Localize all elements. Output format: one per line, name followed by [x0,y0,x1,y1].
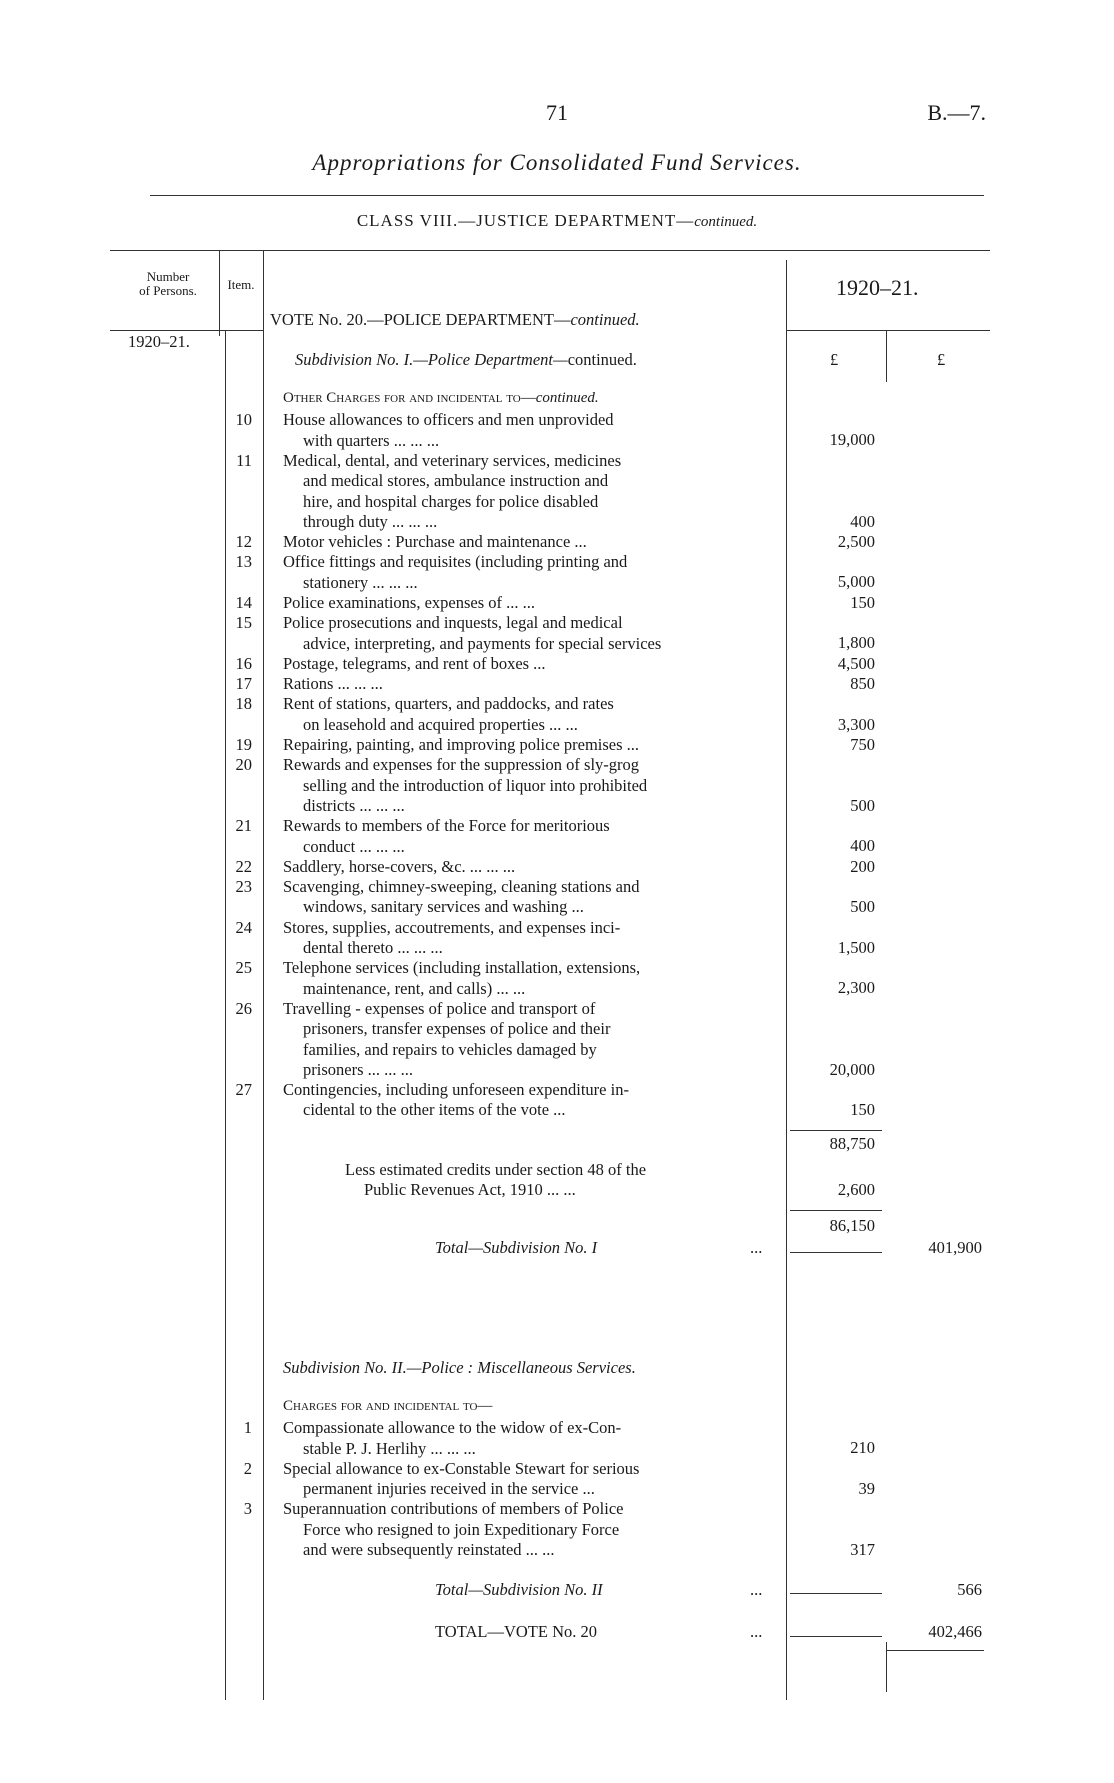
item-description [283,816,763,857]
item-description-line: House allowances to officers and men unprovided [283,410,614,429]
item-number: 11 [236,450,252,470]
other-charges-heading: Other Charges for and incidental to—continued. [283,390,599,406]
item-amount: 850 [850,673,875,693]
item-number: 2 [243,1458,252,1478]
item-description [283,593,763,614]
item-number: 25 [235,958,252,978]
item-description-line: dental thereto ... ... ... [303,938,443,957]
item-amount: 500 [850,795,875,815]
item-description-line: and medical stores, ambulance instruction and [303,471,609,491]
subdivision-1-total-rule [790,1252,882,1253]
amount-header-rule [786,330,990,331]
item-amount: 400 [850,836,875,856]
item-description-line: Travelling - expenses of police and transport of [283,998,596,1018]
subdivision-2-total-label: Total—Subdivision No. II [435,1580,603,1599]
gross-total: 88,750 [829,1134,875,1153]
net-total: 86,150 [829,1216,875,1235]
vote-total-label: TOTAL—VOTE No. 20 [435,1622,597,1641]
item-number: 26 [235,998,252,1018]
item-number: 13 [235,552,252,572]
item-description-line: Police prosecutions and inquests, legal and medical [283,613,623,632]
item-description [283,451,763,533]
item-number: 21 [235,816,252,835]
item-description [283,1080,763,1121]
item-amount: 500 [850,897,875,917]
item-number: 3 [243,1499,252,1519]
subdivision-1-heading: Subdivision No. I.—Police Department—continued. [295,350,637,369]
pound-symbol-1: £ [830,350,839,369]
item-number: 14 [235,592,252,612]
class-heading: CLASS VIII.—JUSTICE DEPARTMENT—continued. [356,211,758,230]
pound-divider-rule [886,330,887,382]
item-number: 27 [235,1079,252,1099]
item-description-line: on leasehold and acquired properties ... ... [303,714,578,734]
item-amount: 19,000 [829,430,875,450]
item-description-line: permanent injuries received in the service ... [303,1479,595,1499]
item-description-line: Police examinations, expenses of ... ... [283,592,536,612]
page-title: Appropriations for Consolidated Fund Services. [312,150,802,175]
less-credits-line-2: Public Revenues Act, 1910 ... ... [364,1180,576,1199]
item-description-line: Medical, dental, and veterinary services, medicines [283,450,622,470]
subdivision-2-total-dots: ... [750,1580,763,1599]
item-amount: 1,800 [837,633,875,653]
item-description-line: selling and the introduction of liquor into prohibited [303,775,648,795]
item-amount: 200 [850,856,875,876]
item-description-line: stationery ... ... ... [303,572,418,592]
item-description-line: Repairing, painting, and improving police premises ... [283,734,640,754]
item-number: 1 [243,1418,252,1437]
less-credits-amount: 2,600 [837,1180,875,1199]
item-description [283,918,763,959]
item-amount: 2,300 [837,978,875,998]
vote-total-dots: ... [750,1622,763,1641]
document-reference: B.—7. [927,100,986,125]
persons-header-rule [110,330,225,331]
item-description [283,1418,763,1459]
item-description-line: Office fittings and requisites (including printing and [283,552,628,572]
item-description-line: Rations ... ... ... [283,673,383,693]
item-description [283,532,763,553]
item-amount: 39 [858,1478,875,1498]
item-amount: 1,500 [837,937,875,957]
subdivision-2-heading: Subdivision No. II.—Police : Miscellaneous Services. [283,1358,636,1377]
item-description [283,694,763,735]
subdivision-2-total: 566 [957,1580,982,1599]
title-rule [150,195,984,196]
persons-column-rule [219,250,220,336]
class-rule [110,250,990,251]
gross-total-rule [790,1130,882,1131]
item-description [283,410,763,451]
item-amount: 750 [850,734,875,754]
item-description-line: Compassionate allowance to the widow of ex-Con- [283,1418,622,1437]
item-description-line: Saddlery, horse-covers, &c. ... ... ... [283,856,516,876]
item-description-line: Scavenging, chimney-sweeping, cleaning stations and [283,876,640,896]
item-description-line: advice, interpreting, and payments for special services [303,633,662,653]
page-number: 71 [546,100,568,125]
item-description-line: Force who resigned to join Expeditionary Force [303,1519,620,1539]
subdivision-1-total-label: Total—Subdivision No. I [435,1238,598,1257]
vote-total-rule [790,1636,882,1637]
item-description-line: stable P. J. Herlihy ... ... ... [303,1438,476,1458]
item-description [283,735,763,756]
item-description [283,1499,763,1561]
item-description [283,755,763,817]
item-description-line: and were subsequently reinstated ... ... [303,1540,555,1560]
item-description-line: Contingencies, including unforeseen expenditure in- [283,1079,629,1099]
item-description-line: Telephone services (including installation, extensions, [283,958,641,978]
net-total-rule [790,1210,882,1211]
item-header-rule [225,330,263,331]
item-number: 15 [235,613,252,632]
item-amount: 20,000 [829,1059,875,1079]
less-credits-line-1: Less estimated credits under section 48 of the [345,1160,647,1179]
item-description-line: Rewards and expenses for the suppression of sly-grog [283,755,640,775]
vote-total-underline [886,1650,984,1651]
item-amount: 3,300 [837,714,875,734]
item-number: 12 [235,531,252,551]
subdivision-2-total-rule [790,1593,882,1594]
item-description [283,654,763,675]
item-description-line: Motor vehicles : Purchase and maintenance ... [283,531,587,551]
item-description [283,999,763,1081]
item-amount: 2,500 [837,531,875,551]
item-amount: 400 [850,511,875,531]
item-description [283,877,763,918]
item-description-line: Rewards to members of the Force for meritorious [283,816,610,835]
item-description-line: families, and repairs to vehicles damaged by [303,1039,597,1059]
item-amount: 150 [850,592,875,612]
item-description-line: cidental to the other items of the vote ... [303,1100,566,1120]
item-description [283,857,763,878]
item-number: 10 [235,410,252,429]
item-amount: 317 [850,1539,875,1559]
subdivision-1-total: 401,900 [928,1238,982,1257]
charges-heading: Charges for and incidental to— [283,1398,493,1414]
item-description [283,674,763,695]
item-description-line: Superannuation contributions of members of Police [283,1499,624,1519]
year-column-header: 1920–21. [836,275,919,300]
item-description-line: hire, and hospital charges for police disabled [303,491,599,511]
item-column-header: Item. [227,277,255,292]
pound-symbol-2: £ [937,350,946,369]
item-description-line: prisoners, transfer expenses of police and their [303,1019,611,1039]
item-amount: 4,500 [837,653,875,673]
item-description-line: conduct ... ... ... [303,836,405,856]
persons-year: 1920–21. [128,332,190,351]
item-number: 19 [235,734,252,754]
item-amount: 210 [850,1438,875,1458]
item-description [283,958,763,999]
item-description [283,613,763,654]
item-description-line: Rent of stations, quarters, and paddocks, and rates [283,694,614,714]
item-description-line: through duty ... ... ... [303,512,438,532]
subdivision-1-total-dots: ... [750,1238,763,1257]
item-description-line: windows, sanitary services and washing ... [303,897,584,917]
item-number: 23 [235,876,252,896]
item-description [283,1459,763,1500]
persons-column-header: Number of Persons. [139,269,197,298]
amount-column-rule [786,260,787,1700]
item-description-line: Stores, supplies, accoutrements, and expenses inci- [283,917,621,937]
item-number: 16 [235,653,252,673]
item-description-line: maintenance, rent, and calls) ... ... [303,978,526,998]
item-number: 17 [235,673,252,693]
item-number: 22 [235,856,252,876]
vote-heading: VOTE No. 20.—POLICE DEPARTMENT—continued. [270,310,640,329]
item-description [283,552,763,593]
item-description-line: prisoners ... ... ... [303,1060,413,1080]
item-column-rule [263,250,264,1700]
item-amount: 150 [850,1100,875,1120]
item-amount: 5,000 [837,572,875,592]
item-number: 18 [235,694,252,714]
item-description-line: with quarters ... ... ... [303,430,440,450]
item-number: 24 [235,917,252,937]
vote-total: 402,466 [928,1622,982,1641]
item-description-line: Postage, telegrams, and rent of boxes ... [283,653,546,673]
item-description-line: districts ... ... ... [303,796,405,816]
item-description-line: Special allowance to ex-Constable Stewart for serious [283,1458,640,1478]
item-number: 20 [235,755,252,775]
